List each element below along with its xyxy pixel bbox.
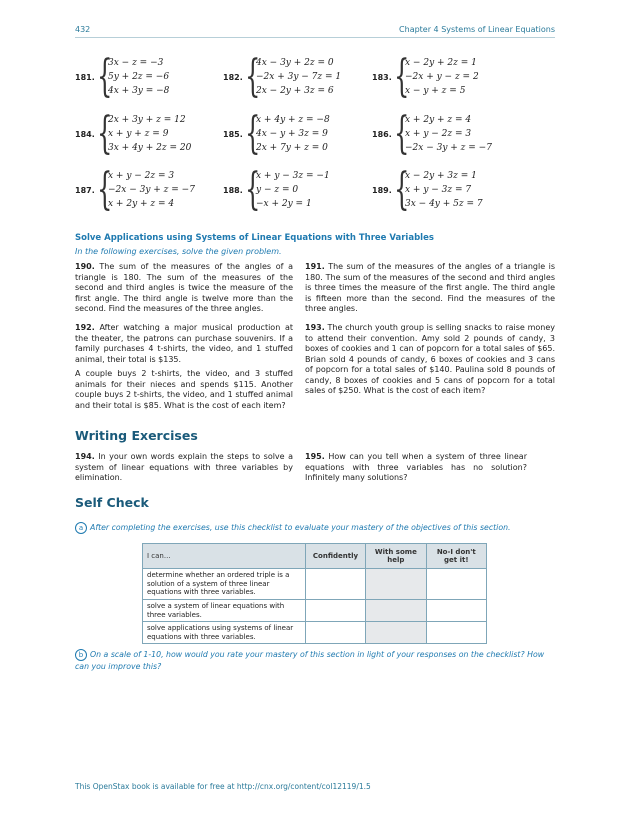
objective-cell: determine whether an ordered triple is a solution of a system of three linear equations with three variables. bbox=[143, 569, 306, 600]
marker-a-icon: a bbox=[75, 522, 87, 534]
self-check-reflection bbox=[75, 649, 555, 672]
equation: −2x − 3y + z = −7 bbox=[405, 143, 492, 153]
exercise-number: 182. bbox=[223, 72, 243, 82]
equation: 2x + 3y + z = 12 bbox=[108, 115, 186, 125]
equation-system bbox=[108, 56, 169, 98]
equation: 4x − y + 3z = 9 bbox=[256, 129, 328, 139]
self-check-instruction bbox=[75, 522, 555, 534]
some-help-cell[interactable] bbox=[366, 600, 426, 622]
exercise-194 bbox=[75, 452, 293, 484]
equation: x + y − 2z = 3 bbox=[405, 129, 472, 139]
exercise-number: 185. bbox=[223, 129, 243, 139]
equation: x + y − 3z = 7 bbox=[405, 185, 472, 195]
equation: 3x − z = −3 bbox=[108, 58, 164, 68]
equation: 2x − 2y + 3z = 6 bbox=[256, 86, 334, 96]
equation: −x + 2y = 1 bbox=[256, 199, 312, 209]
equation-system bbox=[405, 56, 479, 98]
exercise-number: 195. bbox=[305, 452, 325, 461]
equation: x − 2y + 2z = 1 bbox=[405, 58, 477, 68]
brace-icon: { bbox=[245, 108, 261, 159]
brace-icon: { bbox=[394, 51, 410, 102]
exercise-number: 192. bbox=[75, 323, 95, 332]
exercise-number: 190. bbox=[75, 262, 95, 271]
equation: x + 2y + z = 4 bbox=[405, 115, 472, 125]
dont-get-it-cell[interactable] bbox=[426, 600, 486, 622]
equation: 5y + 2z = −6 bbox=[108, 72, 170, 82]
equation-system bbox=[405, 169, 483, 211]
objective-cell: solve a system of linear equations with three variables. bbox=[143, 600, 306, 622]
equation: −2x + 3y − 7z = 1 bbox=[256, 72, 342, 82]
equation: x + 2y + z = 4 bbox=[108, 199, 175, 209]
equation: −2x + y − z = 2 bbox=[405, 72, 479, 82]
confidently-cell[interactable] bbox=[305, 569, 365, 600]
exercise-number: 186. bbox=[372, 129, 392, 139]
equation: 3x + 4y + 2z = 20 bbox=[108, 143, 192, 153]
confidently-cell[interactable] bbox=[305, 600, 365, 622]
exercise-text: The sum of the measures of the angles of a triangle is 180. The sum of the measures of the second and third angles is twice the measure of the first angle. The third angle is twelve more than the second. Find the measures of the three angles. bbox=[75, 262, 294, 313]
table-row bbox=[143, 622, 487, 644]
footer-note: This OpenStax book is available for free at http://cnx.org/content/col12119/1.5 bbox=[75, 782, 371, 791]
brace-icon: { bbox=[97, 164, 113, 215]
exercise-195 bbox=[305, 452, 527, 484]
exercise-number: 181. bbox=[75, 72, 95, 82]
writing-heading: Writing Exercises bbox=[75, 428, 198, 443]
equation-system bbox=[108, 113, 191, 155]
checklist-table bbox=[142, 543, 487, 644]
some-help-cell[interactable] bbox=[366, 569, 426, 600]
equation-system bbox=[405, 113, 492, 155]
column-header: No-I don't get it! bbox=[426, 544, 486, 569]
equation: 2x + 7y + z = 0 bbox=[256, 143, 328, 153]
chapter-title: Chapter 4 Systems of Linear Equations bbox=[399, 25, 555, 34]
exercise-190 bbox=[75, 262, 293, 315]
equation: x − 2y + 3z = 1 bbox=[405, 171, 477, 181]
objective-cell: solve applications using systems of linear equations with three variables. bbox=[143, 622, 306, 644]
table-header-row bbox=[143, 544, 487, 569]
exercise-188 bbox=[223, 164, 330, 215]
exercise-191 bbox=[305, 262, 555, 315]
equation-system bbox=[256, 169, 330, 211]
exercise-182 bbox=[223, 51, 342, 102]
dont-get-it-cell[interactable] bbox=[426, 622, 486, 644]
marker-b-icon: b bbox=[75, 649, 87, 661]
exercise-number: 184. bbox=[75, 129, 95, 139]
exercise-186 bbox=[372, 108, 492, 159]
exercise-185 bbox=[223, 108, 330, 159]
some-help-cell[interactable] bbox=[366, 622, 426, 644]
reflection-text: On a scale of 1-10, how would you rate your mastery of this section in light of your responses on the checklist? How can you improve this? bbox=[75, 650, 545, 671]
equation-system bbox=[256, 56, 341, 98]
exercise-number: 193. bbox=[305, 323, 325, 332]
exercise-183 bbox=[372, 51, 479, 102]
exercise-192-continued bbox=[75, 369, 293, 411]
exercise-number: 188. bbox=[223, 185, 243, 195]
brace-icon: { bbox=[245, 164, 261, 215]
section-instruction: In the following exercises, solve the given problem. bbox=[75, 247, 282, 256]
exercise-189 bbox=[372, 164, 483, 215]
exercise-text: After watching a major musical production at the theater, the patrons can purchase souvenirs. If a family purchases 4 t-shirts, the video, and 1 stuffed animal, their total is $135. bbox=[75, 323, 294, 364]
brace-icon: { bbox=[394, 108, 410, 159]
dont-get-it-cell[interactable] bbox=[426, 569, 486, 600]
equation: 4x + 3y = −8 bbox=[108, 86, 170, 96]
equation: y − z = 0 bbox=[256, 185, 299, 195]
equation: x + y + z = 9 bbox=[108, 129, 169, 139]
exercise-text: How can you tell when a system of three linear equations with three variables has no solution? Infinitely many solutions? bbox=[305, 452, 527, 482]
column-header: With some help bbox=[366, 544, 426, 569]
exercise-181 bbox=[75, 51, 170, 102]
equation: x + 4y + z = −8 bbox=[256, 115, 330, 125]
equation-system bbox=[108, 169, 195, 211]
equation: 3x − 4y + 5z = 7 bbox=[405, 199, 483, 209]
section-heading: Solve Applications using Systems of Linear Equations with Three Variables bbox=[75, 233, 434, 243]
exercise-text: A couple buys 2 t-shirts, the video, and 3 stuffed animals for their nieces and spends $115. Another couple buys 2 t-shirts, the video, and 1 stuffed animal and their total is $85. What is the cost of each item? bbox=[75, 369, 293, 410]
equation: −2x − 3y + z = −7 bbox=[108, 185, 195, 195]
exercise-193 bbox=[305, 323, 555, 397]
page-number: 432 bbox=[75, 25, 91, 34]
header-rule bbox=[75, 37, 555, 38]
brace-icon: { bbox=[394, 164, 410, 215]
exercise-184 bbox=[75, 108, 192, 159]
column-header: Confidently bbox=[305, 544, 365, 569]
brace-icon: { bbox=[245, 51, 261, 102]
exercise-text: The church youth group is selling snacks to raise money to attend their convention. Amy sold 2 pounds of candy, 3 boxes of cookies and 1 can of popcorn for a total sales of $65. Brian sold 4 pounds of candy, 6 boxes of cookies and 3 cans of popcorn for a total sales of $140. Paulina sold 8 pounds of candy, 8 boxes of cookies and 5 cans of popcorn for a total sales of $250. What is the cost of each item? bbox=[305, 323, 555, 395]
exercise-number: 187. bbox=[75, 185, 95, 195]
exercise-number: 183. bbox=[372, 72, 392, 82]
equation: x + y − 2z = 3 bbox=[108, 171, 175, 181]
equation: x − y + z = 5 bbox=[405, 86, 466, 96]
instruction-text: After completing the exercises, use this checklist to evaluate your mastery of the objectives of this section. bbox=[90, 523, 511, 532]
exercise-187 bbox=[75, 164, 195, 215]
exercise-number: 194. bbox=[75, 452, 95, 461]
self-check-heading: Self Check bbox=[75, 495, 149, 510]
confidently-cell[interactable] bbox=[305, 622, 365, 644]
equation-system bbox=[256, 113, 330, 155]
equation: x + y − 3z = −1 bbox=[256, 171, 330, 181]
equation: 4x − 3y + 2z = 0 bbox=[256, 58, 334, 68]
exercise-number: 191. bbox=[305, 262, 325, 271]
table-row bbox=[143, 600, 487, 622]
exercise-text: In your own words explain the steps to solve a system of linear equations with three variables by elimination. bbox=[75, 452, 293, 482]
column-header: I can... bbox=[143, 544, 306, 569]
exercise-text: The sum of the measures of the angles of a triangle is 180. The sum of the measures of the second and third angles is three times the measure of the first angle. The third angle is fifteen more than the second. Find the measures of the three angles. bbox=[305, 262, 555, 313]
exercise-192 bbox=[75, 323, 293, 365]
brace-icon: { bbox=[97, 108, 113, 159]
exercise-number: 189. bbox=[372, 185, 392, 195]
table-row bbox=[143, 569, 487, 600]
brace-icon: { bbox=[97, 51, 113, 102]
